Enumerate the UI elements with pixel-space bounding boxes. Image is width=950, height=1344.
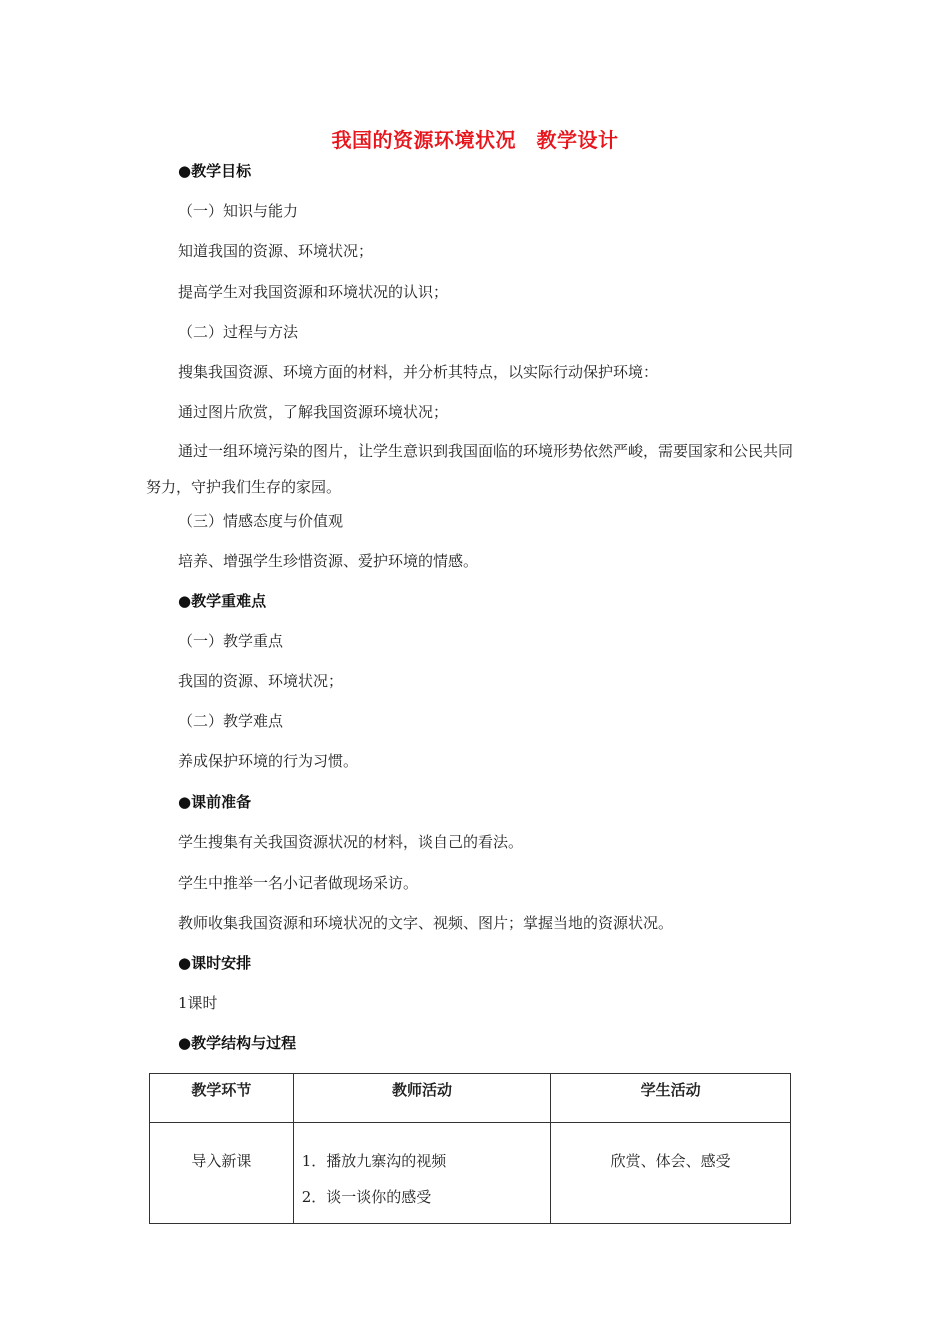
paragraph: 我国的资源、环境状况； [178,672,344,690]
paragraph: 养成保护环境的行为习惯。 [178,752,359,770]
paragraph: 通过图片欣赏，了解我国资源环境状况； [178,403,449,421]
section-heading-prep: ●课前准备 [178,793,252,811]
list-item: 2．谈一谈你的感受 [301,1188,432,1206]
paragraph: 知道我国的资源、环境状况； [178,242,374,260]
paragraph-wrapped: 通过一组环境污染的图片，让学生意识到我国面临的环境形势依然严峻，需要国家和公民共同努力，守护我们生存的家园。 [146,442,794,496]
section-heading-keypoints: ●教学重难点 [178,592,267,610]
paragraph: 学生中推举一名小记者做现场采访。 [178,874,419,892]
subheading-attitude: （三）情感态度与价值观 [178,512,344,530]
section-heading-structure: ●教学结构与过程 [178,1034,297,1052]
subheading-difficult: （二）教学难点 [178,712,284,730]
table-cell-stage: 导入新课 [150,1123,294,1224]
subheading-key: （一）教学重点 [178,632,284,650]
paragraph: 搜集我国资源、环境方面的材料，并分析其特点，以实际行动保护环境： [178,363,659,381]
paragraph: 提高学生对我国资源和环境状况的认识； [178,283,449,301]
table-cell-student: 欣赏、体会、感受 [551,1123,791,1224]
subheading-process: （二）过程与方法 [178,323,299,341]
section-heading-goals: ●教学目标 [178,162,252,180]
process-table [149,1073,791,1224]
document-title: 我国的资源环境状况 教学设计 [331,128,619,152]
paragraph: 教师收集我国资源和环境状况的文字、视频、图片；掌握当地的资源状况。 [178,914,674,932]
table-header-row [150,1074,791,1123]
table-row [150,1123,791,1224]
section-heading-schedule: ●课时安排 [178,954,252,972]
table-header-cell: 教学环节 [150,1074,294,1123]
paragraph: 培养、增强学生珍惜资源、爱护环境的情感。 [178,552,479,570]
paragraph: 1课时 [178,994,218,1012]
list-item: 1．播放九寨沟的视频 [301,1152,447,1170]
paragraph: 学生搜集有关我国资源状况的材料，谈自己的看法。 [178,833,524,851]
table-cell-teacher [293,1123,551,1224]
subheading-knowledge: （一）知识与能力 [178,202,299,220]
table-header-cell: 教师活动 [293,1074,551,1123]
table-header-cell: 学生活动 [551,1074,791,1123]
